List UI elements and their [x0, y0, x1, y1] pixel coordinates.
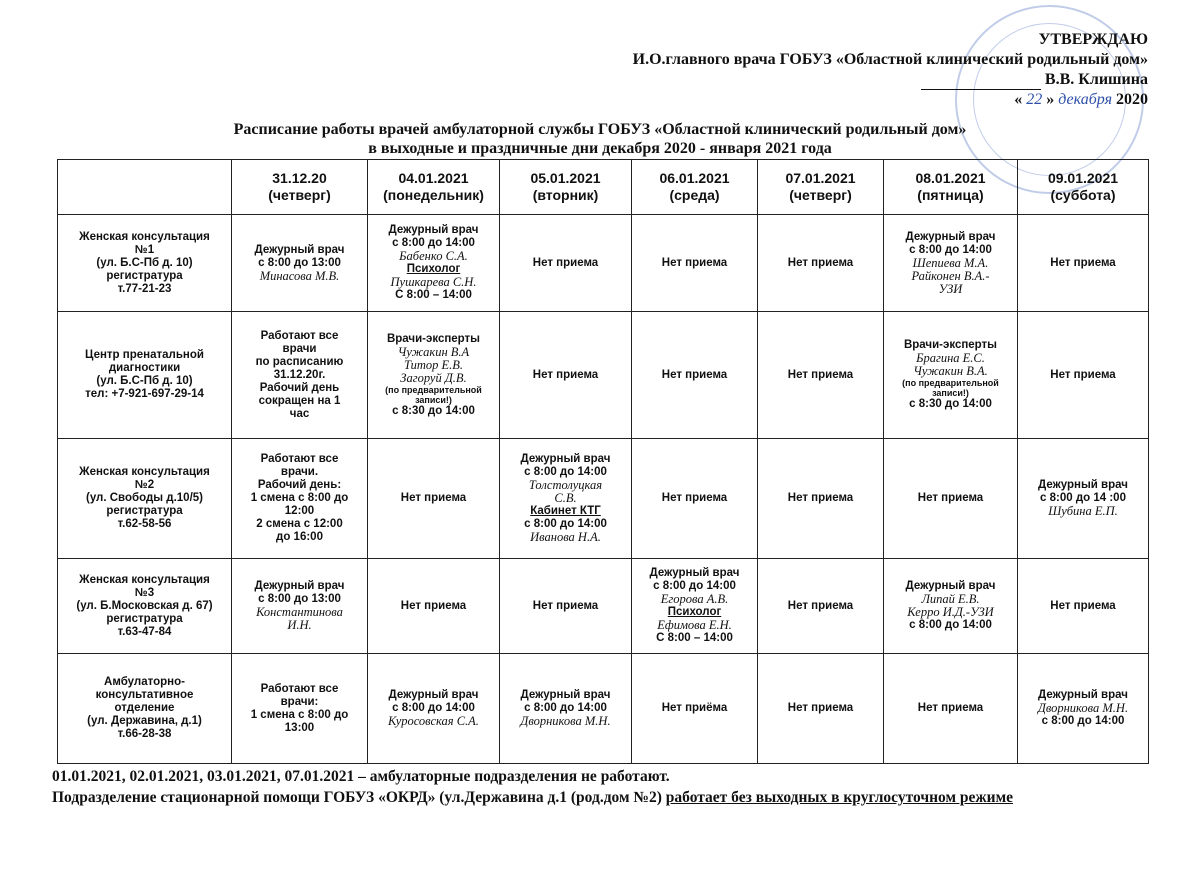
doctor-name: Дворникова М.Н. — [1037, 701, 1129, 715]
department-line: Женская консультация — [79, 466, 210, 478]
schedule-cell — [1018, 559, 1149, 654]
cell-line: Работают все — [260, 453, 339, 465]
column-weekday: (понедельник) — [383, 187, 484, 203]
cell-line: с 8:30 до 14:00 — [909, 398, 992, 410]
department-line: (ул. Б.С-Пб д. 10) — [96, 256, 193, 269]
schedule-cell — [632, 439, 758, 559]
doctor-name: И.Н. — [287, 618, 312, 632]
department-line: (ул. Свободы д.10/5) — [85, 492, 204, 504]
cell-line: 31.12.20г. — [273, 368, 326, 381]
cell-line: Нет приема — [661, 492, 728, 504]
cell-line: Нет приема — [532, 599, 599, 612]
column-weekday: (вторник) — [532, 187, 599, 203]
cell-line: 2 смена с 12:00 — [256, 518, 343, 530]
schedule-cell — [232, 312, 368, 439]
date-year: 2020 — [1116, 91, 1148, 108]
title-line-2: в выходные и праздничные дни декабря 2020 - января 2021 года — [368, 140, 832, 157]
doctor-name: Липай Е.В. — [921, 592, 980, 606]
doctor-name: Титор Е.В. — [403, 357, 464, 372]
department-cell — [58, 439, 232, 559]
department-cell — [58, 559, 232, 654]
department-line: №2 — [134, 479, 155, 491]
cell-line: Нет приема — [661, 256, 728, 269]
column-header-2 — [368, 160, 500, 215]
cell-line: с 8:00 до 14:00 — [524, 466, 607, 478]
doctor-name: Загоруй Д.В. — [400, 370, 467, 385]
schedule-cell — [758, 439, 884, 559]
cell-line: Дежурный врач — [388, 689, 479, 701]
cell-line: Дежурный врач — [905, 580, 996, 592]
doctor-name: Иванова Н.А. — [530, 530, 601, 544]
schedule-cell — [232, 654, 368, 764]
schedule-cell — [1018, 312, 1149, 439]
cell-line: Нет приема — [787, 702, 854, 714]
cell-line: С 8:00 – 14:00 — [395, 289, 472, 301]
table-row — [58, 559, 1149, 654]
cell-line: Дежурный врач — [388, 224, 479, 236]
cell-line: Рабочий день — [259, 381, 340, 394]
cell-line: Дежурный врач — [1038, 689, 1128, 701]
table-row — [58, 215, 1149, 312]
cell-line: с 8:00 до 14:00 — [524, 702, 607, 714]
doctor-name: Минасова М.В. — [259, 268, 340, 283]
department-line: Женская консультация — [79, 230, 210, 243]
schedule-cell — [632, 312, 758, 439]
cell-line: до 16:00 — [276, 531, 323, 543]
doctor-name: Дворникова М.Н. — [520, 714, 611, 728]
column-weekday: (четверг) — [268, 187, 331, 203]
column-header-3 — [500, 160, 632, 215]
department-line: регистратура — [106, 269, 183, 282]
cell-line: Дежурный врач — [254, 243, 345, 256]
doctor-name: Пушкарева С.Н. — [390, 275, 477, 289]
footer-inpatient-underlined: работает без выходных в круглосуточном режиме — [665, 789, 1014, 806]
schedule-cell — [1018, 654, 1149, 764]
cell-line: 12:00 — [284, 505, 315, 517]
department-line: отделение — [114, 702, 175, 714]
department-line: т.77-21-23 — [117, 282, 172, 295]
cell-line: сокращен на 1 — [258, 394, 341, 407]
schedule-cell — [368, 215, 500, 312]
column-date: 09.01.2021 — [1047, 170, 1119, 186]
cell-line: Нет приема — [787, 256, 854, 269]
column-header-7 — [1018, 160, 1149, 215]
column-header-6 — [884, 160, 1018, 215]
cell-line: по расписанию — [255, 355, 344, 368]
cell-line: 1 смена с 8:00 до — [250, 492, 349, 504]
doctor-name: Константинова — [256, 605, 343, 619]
department-line: т.63-47-84 — [117, 625, 172, 638]
corner-cell — [58, 160, 232, 215]
cell-line: 13:00 — [284, 721, 315, 734]
cell-line: с 8:00 до 14:00 — [392, 237, 475, 249]
cell-line: Врачи-эксперты — [386, 332, 481, 345]
schedule-cell — [232, 559, 368, 654]
cell-line: Дежурный врач — [649, 567, 740, 579]
date-close-quote: » — [1046, 91, 1055, 108]
cell-line: Нет приема — [532, 256, 599, 269]
cell-line: Дежурный врач — [1038, 479, 1128, 491]
column-date: 05.01.2021 — [530, 170, 601, 186]
schedule-cell — [758, 654, 884, 764]
service-label: Кабинет КТГ — [530, 505, 601, 517]
cell-line: врачи: — [280, 695, 319, 708]
cell-line: с 8:00 до 14:00 — [1041, 715, 1125, 727]
department-line: тел: +7-921-697-29-14 — [85, 388, 204, 400]
schedule-cell — [884, 215, 1018, 312]
cell-line: Нет приема — [532, 368, 599, 381]
table-row — [58, 312, 1149, 439]
doctor-name: Чужакин В.А. — [913, 364, 988, 378]
cell-line: с 8:00 до 14:00 — [909, 243, 992, 256]
department-line: (ул. Б.С-Пб д. 10) — [96, 375, 193, 387]
footer-note-closed-days: 01.01.2021, 02.01.2021, 03.01.2021, 07.01.2021 – амбулаторные подразделения не работают. — [52, 768, 670, 785]
cell-line: с 8:00 до 14:00 — [653, 580, 736, 592]
approval-signer: В.В. Клишина — [1044, 71, 1148, 88]
schedule-cell — [758, 312, 884, 439]
signature-line — [921, 73, 1041, 90]
cell-line: Нет приема — [1050, 368, 1116, 381]
approval-signer-row — [633, 70, 1148, 90]
doctor-name: Куросовская С.А. — [388, 714, 479, 728]
column-weekday: (среда) — [669, 187, 720, 203]
department-line: Амбулаторно- — [104, 676, 185, 688]
schedule-cell — [500, 654, 632, 764]
cell-line: Нет приема — [917, 702, 984, 714]
column-weekday: (суббота) — [1050, 187, 1116, 203]
doctor-name: Чужакин В.А — [397, 344, 470, 359]
cell-line: Работают все — [260, 329, 339, 342]
cell-line: Нет приема — [787, 492, 854, 504]
schedule-cell — [884, 654, 1018, 764]
schedule-cell — [368, 312, 500, 439]
cell-line: Нет приёма — [661, 702, 728, 714]
doctor-name: Толстолуцкая — [528, 478, 603, 492]
cell-line: врачи — [282, 342, 317, 355]
approval-block — [633, 30, 1148, 110]
cell-line: с 8:00 до 14:00 — [524, 518, 607, 530]
schedule-cell — [232, 215, 368, 312]
schedule-cell — [632, 559, 758, 654]
schedule-cell — [632, 215, 758, 312]
schedule-table — [57, 159, 1149, 764]
cell-line: Нет приема — [787, 368, 854, 381]
department-line: Центр пренатальной — [85, 349, 204, 361]
date-day: 22 — [1026, 91, 1043, 108]
schedule-cell — [500, 215, 632, 312]
approval-date — [633, 90, 1148, 110]
cell-line: Дежурный врач — [520, 453, 611, 465]
doctor-name: Шепиева М.А. — [912, 255, 989, 270]
cell-line: с 8:00 до 13:00 — [258, 593, 341, 605]
cell-line: с 8:00 до 14:00 — [392, 702, 475, 714]
department-line: т.62-58-56 — [117, 518, 172, 530]
department-line: Женская консультация — [79, 573, 210, 586]
date-month: декабря — [1058, 91, 1112, 108]
doctor-name: Райконен В.А.- — [911, 268, 990, 283]
doctor-name: Шубина Е.П. — [1048, 504, 1118, 518]
department-line: диагностики — [108, 362, 181, 374]
document-title — [160, 120, 1040, 158]
cell-line: Нет приема — [1050, 599, 1116, 612]
column-header-5 — [758, 160, 884, 215]
doctor-name: С.В. — [554, 491, 577, 505]
column-weekday: (четверг) — [789, 187, 852, 203]
cell-line: Работают все — [260, 682, 339, 695]
doctor-name: Егорова А.В. — [660, 592, 729, 606]
approval-position: И.О.главного врача ГОБУЗ «Областной клинический родильный дом» — [632, 51, 1148, 68]
footer-inpatient-text: Подразделение стационарной помощи ГОБУЗ «ОКРД» (ул.Державина д.1 (род.дом №2) — [52, 789, 666, 806]
cell-line: Нет приема — [400, 492, 467, 504]
department-cell — [58, 654, 232, 764]
department-line: №3 — [134, 586, 155, 599]
column-date: 04.01.2021 — [398, 170, 469, 186]
table-row — [58, 439, 1149, 559]
schedule-cell — [368, 439, 500, 559]
schedule-cell — [1018, 215, 1149, 312]
column-date: 06.01.2021 — [659, 170, 730, 186]
footer-note-inpatient — [52, 788, 1013, 808]
cell-line: врачи. — [280, 466, 319, 478]
schedule-cell — [500, 312, 632, 439]
service-label: Психолог — [406, 263, 461, 275]
header-row — [58, 160, 1149, 215]
schedule-cell — [1018, 439, 1149, 559]
title-line-1: Расписание работы врачей амбулаторной службы ГОБУЗ «Областной клинический родильный дом» — [233, 121, 967, 138]
cell-line: с 8:30 до 14:00 — [392, 404, 475, 417]
department-cell — [58, 215, 232, 312]
cell-line: (по предварительной записи!) — [385, 384, 482, 405]
cell-line: С 8:00 – 14:00 — [656, 632, 733, 644]
cell-line: с 8:00 до 14:00 — [909, 619, 992, 631]
department-line: №1 — [134, 243, 155, 256]
table-row — [58, 654, 1149, 764]
cell-line: Нет приема — [400, 599, 467, 612]
department-line: т.66-28-38 — [117, 728, 172, 740]
doctor-name: УЗИ — [938, 281, 963, 296]
department-line: консультативное — [95, 689, 194, 701]
column-weekday: (пятница) — [917, 187, 984, 203]
cell-line: (по предварительной записи!) — [902, 378, 999, 398]
schedule-cell — [632, 654, 758, 764]
schedule-cell — [368, 559, 500, 654]
cell-line: Нет приема — [787, 599, 854, 612]
cell-line: с 8:00 до 14 :00 — [1040, 492, 1126, 504]
doctor-name: Брагина Е.С. — [916, 351, 985, 365]
doctor-name: Ефимова Е.Н. — [657, 618, 732, 632]
column-date: 08.01.2021 — [915, 170, 986, 186]
column-date: 31.12.20 — [272, 170, 327, 186]
cell-line: Дежурный врач — [520, 689, 611, 701]
cell-line: 1 смена с 8:00 до — [250, 708, 349, 721]
cell-line: Нет приема — [1050, 256, 1116, 269]
approval-heading: УТВЕРЖДАЮ — [1038, 31, 1148, 48]
schedule-cell — [500, 559, 632, 654]
schedule-cell — [500, 439, 632, 559]
schedule-cell — [368, 654, 500, 764]
column-header-1 — [232, 160, 368, 215]
date-open-quote: « — [1014, 91, 1023, 108]
cell-line: с 8:00 до 13:00 — [258, 256, 341, 269]
schedule-cell — [884, 559, 1018, 654]
cell-line: час — [289, 407, 310, 420]
schedule-cell — [758, 559, 884, 654]
cell-line: Нет приема — [661, 368, 728, 381]
cell-line: Дежурный врач — [254, 580, 345, 592]
department-line: (ул. Державина, д.1) — [87, 715, 202, 727]
schedule-cell — [884, 312, 1018, 439]
schedule-cell — [758, 215, 884, 312]
doctor-name: Керро И.Д.-УЗИ — [907, 605, 994, 619]
department-cell — [58, 312, 232, 439]
department-line: регистратура — [106, 612, 183, 625]
doctor-name: Бабенко С.А. — [399, 249, 468, 263]
cell-line: Рабочий день: — [257, 479, 342, 491]
department-line: (ул. Б.Московская д. 67) — [76, 599, 213, 612]
column-header-4 — [632, 160, 758, 215]
cell-line: Дежурный врач — [905, 230, 996, 243]
column-date: 07.01.2021 — [785, 170, 856, 186]
cell-line: Нет приема — [917, 492, 984, 504]
service-label: Психолог — [667, 606, 722, 618]
department-line: регистратура — [106, 505, 183, 517]
schedule-cell — [884, 439, 1018, 559]
cell-line: Врачи-эксперты — [903, 339, 998, 351]
schedule-cell — [232, 439, 368, 559]
